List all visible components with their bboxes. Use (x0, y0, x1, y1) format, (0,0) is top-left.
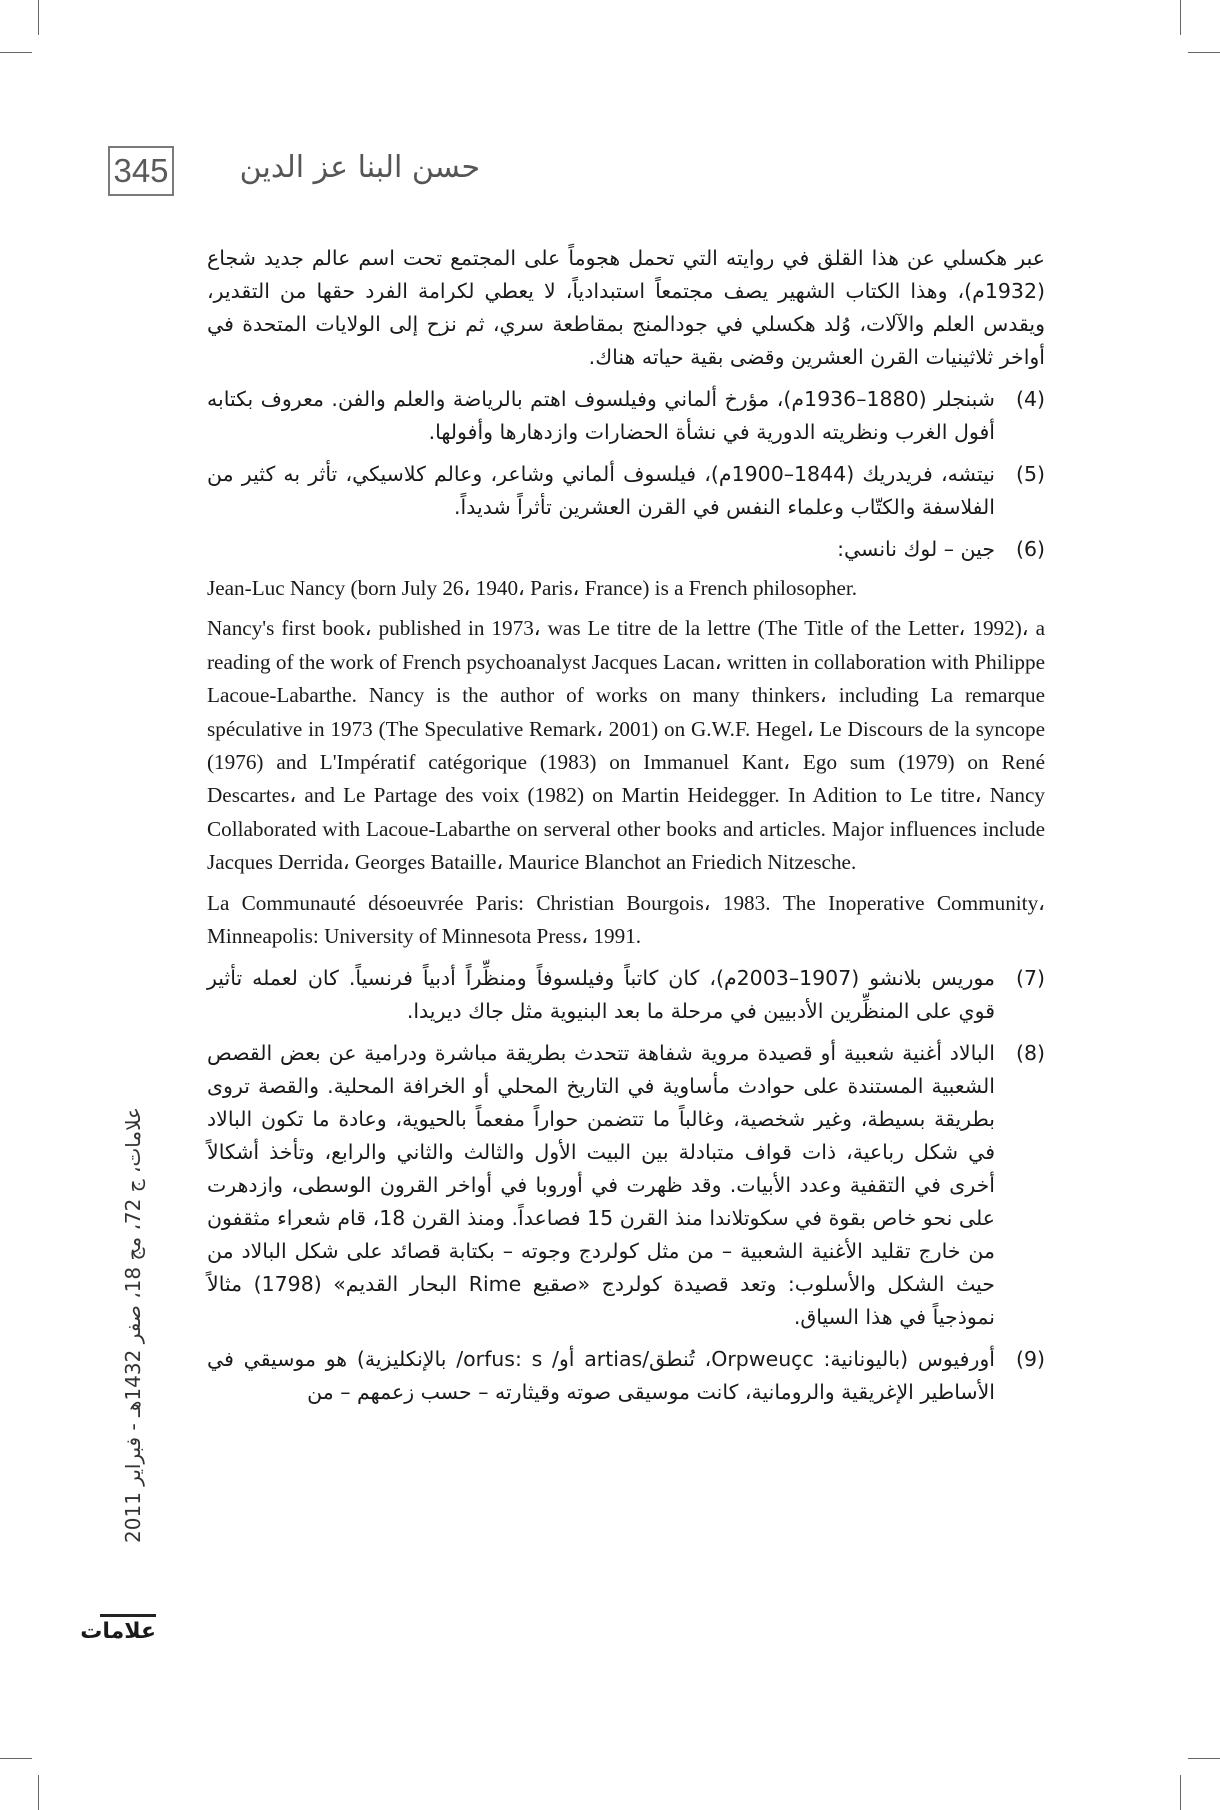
english-paragraph: Nancy's first book، published in 1973، was Le titre de la lettre (The Title of the Letter، 1992)، a reading of the work of French psychoanalyst Jacques Lacan، written in collaboration with Philippe Lacoue-Labarthe. Nancy is the author of works on many thinkers، including La remarque spéculative in 1973 (The Speculative Remark، 2001) on G.W.F. Hegel، Le Discours de la syncope (1976) and L'Impératif catégorique (1983) on Immanuel Kant، Ego sum (1979) on René Descartes، and Le Partage des voix (1982) on Martin Heidegger. In Adition to Le titre، Nancy Collaborated with Lacoue-Labarthe on serveral other books and articles. Major influences include Jacques Derrida، Georges Bataille، Maurice Blanchot an Friedich Nitzesche. (207, 616, 1045, 875)
footnote-6 (207, 533, 1045, 566)
crop-mark (0, 1758, 32, 1759)
crop-mark (1180, 0, 1181, 35)
footnote-text: جين – لوك نانسي: (837, 537, 995, 561)
footnote-8 (207, 1037, 1045, 1334)
running-head-author: حسن البنا عز الدين (239, 150, 480, 185)
footnote-text: أورفيوس (باليونانية: Orpweuçc، تُنطق/artias أو/ orfus: s/ بالإنكليزية) هو موسيقي في الأساطير الإغريقية والرومانية، كانت موسيقى صوته وقيثارته – حسب زعمهم – من (207, 1347, 995, 1405)
journal-logo: علامات (100, 1614, 156, 1645)
footnote-number: (5) (1015, 462, 1045, 486)
footnote-number: (8) (1015, 1041, 1045, 1066)
footnote-continuation: عبر هكسلي عن هذا القلق في روايته التي تحمل هجوماً على المجتمع تحت اسم عالم جديد شجاع (1932م)، وهذا الكتاب الشهير يصف مجتمعاً استبدادياً، لا يعطي لكرامة الفرد حقها من التقدير، ويقدس العلم والآلات، وُلد هكسلي في جودالمنج بمقاطعة سري، ثم نزح إلى الولايات المتحدة في أواخر ثلاثينيات القرن العشرين وقضى بقية حياته هناك. (207, 246, 1045, 369)
crop-mark (1180, 1775, 1181, 1810)
footnote-number: (7) (1015, 966, 1045, 991)
journal-reference-column (108, 1050, 158, 1600)
footnote-number: (6) (1015, 537, 1045, 561)
footnote-7 (207, 962, 1045, 1028)
crop-mark (1188, 52, 1220, 53)
crop-mark (1188, 1758, 1220, 1759)
footnote-number: (4) (1015, 387, 1045, 411)
page-body (207, 242, 1045, 1418)
crop-mark (0, 52, 32, 53)
footnote-text: شبنجلر (1880–1936م)، مؤرخ ألماني وفيلسوف اهتم بالرياضة والعلم والفن. معروف بكتابه أفول الغرب ونظريته الدورية في نشأة الحضارات وازدهارها وأفولها. (207, 387, 995, 444)
footnote-4 (207, 383, 1045, 449)
journal-reference: علامات، ج 72، مج 18، صفر 1432هـ - فبراير 2011 (121, 1107, 145, 1543)
footnote-9 (207, 1343, 1045, 1409)
page-number: 345 (108, 146, 174, 196)
english-paragraph: Jean-Luc Nancy (born July 26، 1940، Paris، France) is a French philosopher. (207, 576, 858, 600)
footnote-5 (207, 458, 1045, 524)
crop-mark (38, 1775, 39, 1810)
crop-mark (38, 0, 39, 35)
footnote-text: البالاد أغنية شعبية أو قصيدة مروية شفاهة تتحدث بطريقة مباشرة ودرامية عن بعض القصص الشعبية المستندة على حوادث مأساوية في التاريخ المحلي أو الخرافة المحلية. والقصة تروى بطريقة بسيطة، وغير شخصية، وغالباً ما تتضمن حواراً مفعماً بالحيوية، وعادة ما تكون البالاد في شكل رباعية، ذات قواف متبادلة بين البيت الأول والثالث والثاني والرابع، وتأخذ أشكالاً أخرى في التقفية وعدد الأبيات. وقد ظهرت في أوروبا في أواخر القرون الوسطى، وازدهرت على نحو خاص بقوة في سكوتلاندا منذ القرن 15 فصاعداً. ومنذ القرن 18، قام شعراء مثقفون من خارج تقليد الأغنية الشعبية – من مثل كولردج وجوته – بكتابة قصائد على شكل البالاد من حيث الشكل والأسلوب: وتعد قصيدة كولردج «صقيع Rime البحار القديم» (1798) مثالاً نموذجياً في هذا السياق. (207, 1041, 995, 1330)
english-paragraph: La Communauté désoeuvrée Paris: Christian Bourgois، 1983. The Inoperative Community، Minneapolis: University of Minnesota Press، 1991. (207, 890, 1045, 949)
footnote-number: (9) (1015, 1347, 1045, 1372)
footnote-text: موريس بلانشو (1907–2003م)، كان كاتباً وفيلسوفاً ومنظِّراً أدبياً فرنسياً. كان لعمله تأثير قوي على المنظِّرين الأدبيين في مرحلة ما بعد البنيوية مثل جاك ديريدا. (207, 966, 995, 1024)
footnote-text: نيتشه، فريدريك (1844–1900م)، فيلسوف ألماني وشاعر، وعالم كلاسيكي، تأثر به كثير من الفلاسفة والكتّاب وعلماء النفس في القرن العشرين تأثراً شديداً. (207, 462, 995, 519)
